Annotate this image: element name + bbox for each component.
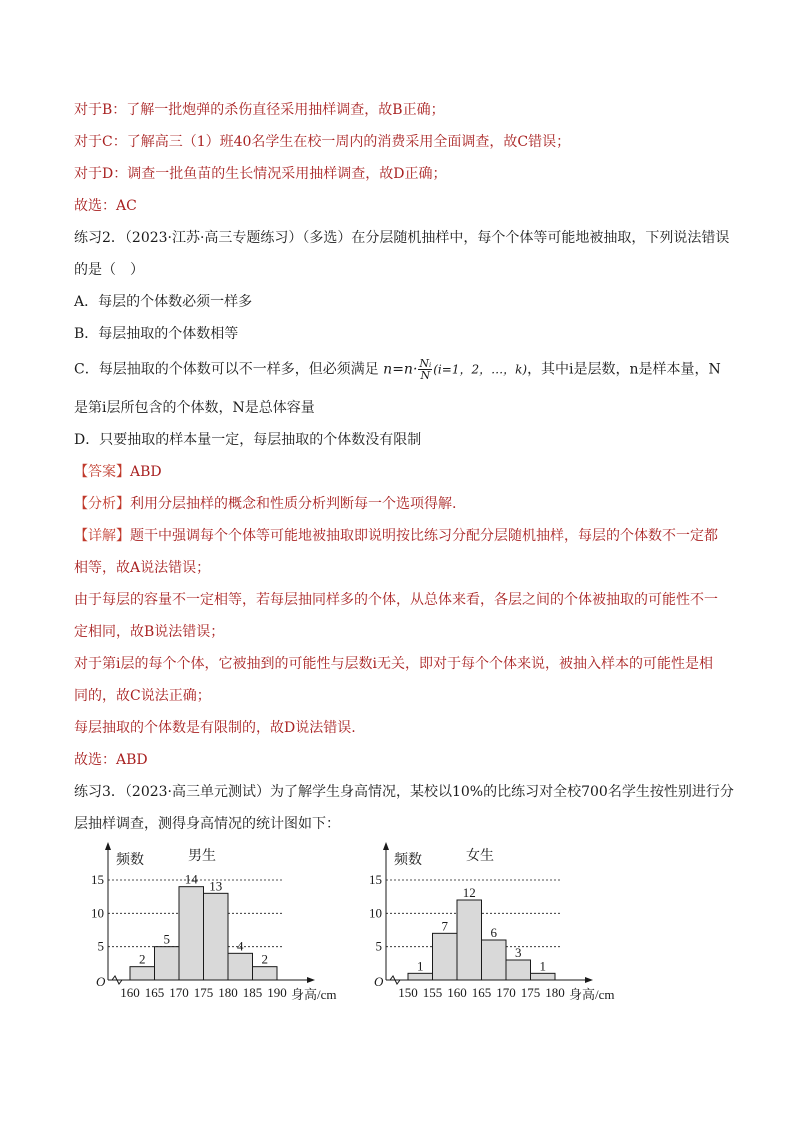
- female-x-tick-6: 180: [545, 985, 565, 1000]
- female-title: 女生: [466, 849, 494, 864]
- male-x-tick-4: 180: [218, 985, 238, 1000]
- female-x-arrow: [585, 977, 593, 983]
- solution-line-d: 对于D：调查一批鱼苗的生长情况采用抽样调查，故D正确；: [74, 166, 447, 182]
- male-bar-label-1: 5: [163, 931, 170, 947]
- female-xlabel: 身高/cm: [569, 987, 615, 1002]
- answer-tag: 【答案】: [74, 464, 130, 480]
- male-bar-label-5: 2: [261, 951, 268, 967]
- detail-line-4: 定相同，故B说法错误；: [74, 624, 225, 640]
- female-y-tick-0: 5: [375, 938, 382, 954]
- female-x-tick-2: 160: [447, 985, 467, 1000]
- option-c-line-2: 是第i层所包含的个体数，N是总体容量: [74, 400, 315, 416]
- detail-tag: 【详解】: [74, 528, 130, 544]
- male-bar-0: [130, 967, 155, 980]
- female-ylabel: 频数: [394, 853, 422, 868]
- female-x-tick-1: 155: [422, 985, 443, 1000]
- female-bar-label-1: 7: [441, 918, 448, 934]
- histogram-female: [364, 840, 644, 1010]
- female-x-tick-5: 175: [520, 985, 541, 1000]
- male-xlabel: 身高/cm: [291, 987, 337, 1002]
- solution-line-c: 对于C：了解高三（1）班40名学生在校一周内的消费采用全面调查，故C错误；: [74, 134, 571, 150]
- answer-value: ABD: [130, 464, 162, 480]
- female-bar-2: [457, 900, 482, 980]
- female-bar-label-2: 12: [462, 885, 476, 900]
- option-c-suffix: ，其中i是层数，n是样本量，N: [527, 361, 721, 378]
- male-bar-3: [204, 893, 229, 980]
- formula-n: n: [383, 361, 393, 378]
- male-bar-label-4: 4: [237, 938, 244, 954]
- exercise2-stem-2: 的是（ ）: [74, 262, 144, 278]
- option-c-line-1: [74, 358, 734, 381]
- female-bar-1: [433, 933, 458, 980]
- female-y-tick-1: 10: [369, 905, 382, 921]
- female-y-tick-2: 15: [369, 872, 382, 887]
- male-x-tick-1: 165: [144, 985, 165, 1000]
- detail-line-6: 同的，故C说法正确；: [74, 688, 211, 704]
- female-x-tick-0: 150: [398, 985, 418, 1000]
- male-bar-label-3: 13: [209, 878, 223, 894]
- analysis-line: [74, 494, 734, 514]
- female-y-arrow: [383, 842, 389, 850]
- option-d: D．只要抽取的样本量一定，每层抽取的个体数没有限制: [74, 432, 422, 448]
- female-x-tick-4: 170: [496, 985, 516, 1000]
- male-bar-4: [228, 953, 253, 980]
- detail-line-3: 由于每层的容量不一定相等，若每层抽同样多的个体，从总体来看，各层之间的个体被抽取的可能性不一: [74, 592, 718, 608]
- female-bar-3: [482, 940, 507, 980]
- histogram-male: [86, 840, 366, 1010]
- male-bar-label-2: 14: [184, 871, 198, 887]
- male-bar-5: [253, 967, 278, 980]
- female-bar-label-4: 3: [515, 945, 522, 960]
- male-title: 男生: [188, 849, 216, 864]
- male-x-tick-3: 175: [193, 985, 214, 1000]
- male-y-tick-1: 10: [91, 905, 104, 921]
- male-x-tick-6: 190: [267, 985, 287, 1000]
- formula-denominator: N: [420, 369, 431, 382]
- male-y-tick-2: 15: [91, 872, 104, 887]
- male-bar-1: [155, 947, 180, 980]
- male-x-arrow: [307, 977, 315, 983]
- detail-line-2: 相等，故A说法错误；: [74, 560, 211, 576]
- male-x-tick-0: 160: [120, 985, 140, 1000]
- male-ylabel: 频数: [116, 853, 144, 868]
- exercise2-stem-1: 练习2．（2023·江苏·高三专题练习）（多选）在分层随机抽样中，每个个体等可能地被抽取，下列说法错误: [74, 230, 730, 246]
- formula-fraction: [418, 358, 432, 381]
- analysis-text: 利用分层抽样的概念和性质分析判断每一个选项得解.: [130, 496, 457, 512]
- analysis-tag: 【分析】: [74, 496, 130, 512]
- male-x-tick-2: 170: [169, 985, 189, 1000]
- option-b: B．每层抽取的个体数相等: [74, 326, 239, 342]
- detail-line-5: 对于第i层的每个个体，它被抽到的可能性与层数i无关，即对于每个个体来说，被抽入样本的可能性是相: [74, 656, 713, 672]
- female-bar-label-0: 1: [417, 958, 424, 974]
- answer-line: [74, 462, 734, 482]
- male-x-tick-5: 185: [242, 985, 263, 1000]
- female-bar-label-5: 1: [539, 958, 546, 974]
- detail-text-1: 题干中强调每个个体等可能地被抽取即说明按比练习分配分层随机抽样，每层的个体数不一定都: [130, 528, 718, 544]
- exercise3-stem-1: 练习3．（2023·高三单元测试）为了解学生身高情况，某校以10%的比练习对全校700名学生按性别进行分: [74, 784, 734, 800]
- female-bar-label-3: 6: [490, 925, 497, 940]
- female-bar-5: [531, 973, 556, 980]
- solution-line-b: 对于B：了解一批炮弹的杀伤直径采用抽样调查，故B正确；: [74, 102, 445, 118]
- female-bar-0: [408, 973, 433, 980]
- exercise2-choice: 故选：ABD: [74, 752, 148, 768]
- male-bar-2: [179, 887, 204, 980]
- option-a: A．每层的个体数必须一样多: [74, 294, 253, 310]
- formula-numerator: Nᵢ: [419, 357, 432, 370]
- male-y-tick-0: 5: [97, 938, 104, 954]
- formula-eq: =n·: [392, 361, 418, 378]
- detail-line-1: [74, 526, 734, 546]
- male-origin: O: [96, 974, 106, 989]
- male-bar-label-0: 2: [139, 951, 146, 967]
- detail-line-7: 每层抽取的个体数是有限制的，故D说法错误.: [74, 720, 356, 736]
- solution-choice: 故选：AC: [74, 198, 137, 214]
- female-bar-4: [506, 960, 531, 980]
- formula-range: (i=1，2，…，k): [433, 362, 528, 377]
- option-c-prefix: C．每层抽取的个体数可以不一样多，但必须满足: [74, 361, 379, 378]
- exercise3-stem-2: 层抽样调查，测得身高情况的统计图如下：: [74, 816, 340, 832]
- male-y-arrow: [105, 842, 111, 850]
- female-x-tick-3: 165: [471, 985, 492, 1000]
- female-origin: O: [374, 974, 384, 989]
